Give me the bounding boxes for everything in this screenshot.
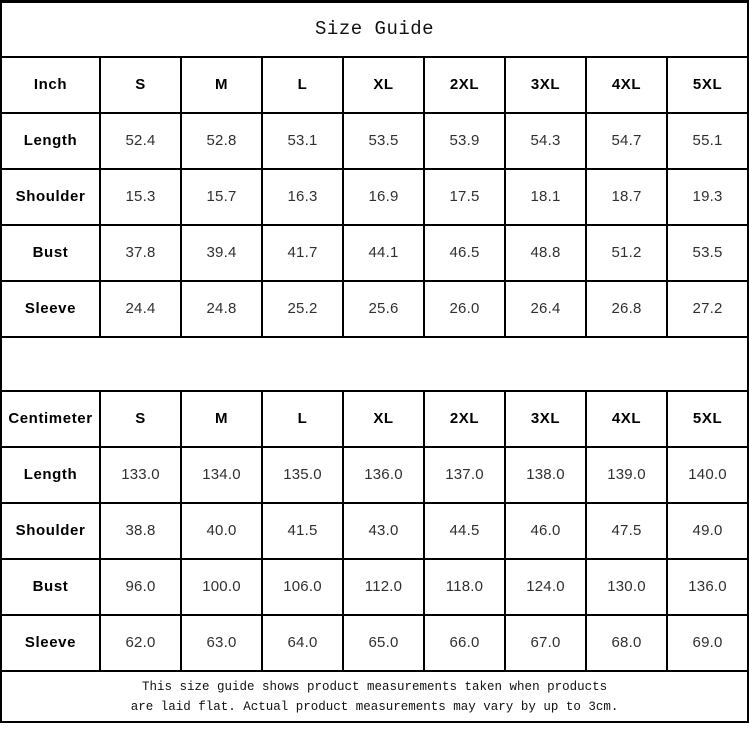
measurement-cell: 40.0 (181, 503, 262, 559)
measurement-cell: 133.0 (100, 447, 181, 503)
size-column-header: 3XL (505, 391, 586, 447)
measurement-cell: 53.5 (667, 225, 748, 281)
measurement-cell: 26.8 (586, 281, 667, 337)
measurement-cell: 138.0 (505, 447, 586, 503)
measurement-cell: 62.0 (100, 615, 181, 671)
measurement-cell: 19.3 (667, 169, 748, 225)
measurement-cell: 55.1 (667, 113, 748, 169)
measurement-cell: 16.3 (262, 169, 343, 225)
footer-line-2: are laid flat. Actual product measurements may vary by up to 3cm. (130, 700, 619, 714)
measurement-cell: 17.5 (424, 169, 505, 225)
measurement-cell: 137.0 (424, 447, 505, 503)
measurement-cell: 41.7 (262, 225, 343, 281)
measurement-cell: 100.0 (181, 559, 262, 615)
measurement-cell: 24.4 (100, 281, 181, 337)
measurement-cell: 26.0 (424, 281, 505, 337)
table-row (1, 225, 748, 281)
measurement-cell: 53.1 (262, 113, 343, 169)
size-column-header: 3XL (505, 57, 586, 113)
measurement-cell: 47.5 (586, 503, 667, 559)
measurement-cell: 66.0 (424, 615, 505, 671)
measurement-cell: 44.5 (424, 503, 505, 559)
measurement-cell: 44.1 (343, 225, 424, 281)
row-label: Length (1, 113, 100, 169)
measurement-cell: 18.7 (586, 169, 667, 225)
measurement-cell: 27.2 (667, 281, 748, 337)
row-label: Sleeve (1, 615, 100, 671)
size-column-header: S (100, 391, 181, 447)
measurement-cell: 18.1 (505, 169, 586, 225)
table-row (1, 113, 748, 169)
measurement-cell: 134.0 (181, 447, 262, 503)
size-column-header: XL (343, 391, 424, 447)
measurement-cell: 63.0 (181, 615, 262, 671)
measurement-cell: 140.0 (667, 447, 748, 503)
table-row (1, 615, 748, 671)
measurement-cell: 136.0 (343, 447, 424, 503)
row-label: Shoulder (1, 503, 100, 559)
measurement-cell: 136.0 (667, 559, 748, 615)
footer-note (1, 671, 748, 722)
measurement-cell: 15.3 (100, 169, 181, 225)
measurement-cell: 26.4 (505, 281, 586, 337)
spacer-row (1, 337, 748, 391)
measurement-cell: 39.4 (181, 225, 262, 281)
measurement-cell: 96.0 (100, 559, 181, 615)
size-column-header: M (181, 391, 262, 447)
measurement-cell: 139.0 (586, 447, 667, 503)
table-row (1, 169, 748, 225)
table-spacer (1, 337, 748, 391)
measurement-cell: 51.2 (586, 225, 667, 281)
size-column-header: L (262, 57, 343, 113)
unit-header-centimeter: Centimeter (1, 391, 100, 447)
measurement-cell: 24.8 (181, 281, 262, 337)
measurement-cell: 52.8 (181, 113, 262, 169)
measurement-cell: 54.7 (586, 113, 667, 169)
measurement-cell: 48.8 (505, 225, 586, 281)
measurement-cell: 25.6 (343, 281, 424, 337)
size-column-header: 4XL (586, 57, 667, 113)
table-row (1, 447, 748, 503)
row-label: Length (1, 447, 100, 503)
size-column-header: M (181, 57, 262, 113)
measurement-cell: 46.0 (505, 503, 586, 559)
measurement-cell: 53.5 (343, 113, 424, 169)
measurement-cell: 112.0 (343, 559, 424, 615)
measurement-cell: 65.0 (343, 615, 424, 671)
title-row (1, 2, 748, 57)
size-column-header: 4XL (586, 391, 667, 447)
row-label: Bust (1, 225, 100, 281)
measurement-cell: 25.2 (262, 281, 343, 337)
size-column-header: 2XL (424, 57, 505, 113)
row-label: Bust (1, 559, 100, 615)
measurement-cell: 54.3 (505, 113, 586, 169)
measurement-cell: 135.0 (262, 447, 343, 503)
size-column-header: S (100, 57, 181, 113)
measurement-cell: 37.8 (100, 225, 181, 281)
row-label: Sleeve (1, 281, 100, 337)
measurement-cell: 16.9 (343, 169, 424, 225)
measurement-cell: 38.8 (100, 503, 181, 559)
measurement-cell: 68.0 (586, 615, 667, 671)
table-row (1, 559, 748, 615)
measurement-cell: 64.0 (262, 615, 343, 671)
measurement-cell: 124.0 (505, 559, 586, 615)
footer-line-1: This size guide shows product measurements taken when products (142, 680, 608, 694)
measurement-cell: 130.0 (586, 559, 667, 615)
centimeter-header-row (1, 391, 748, 447)
size-column-header: 5XL (667, 391, 748, 447)
size-column-header: XL (343, 57, 424, 113)
page-title: Size Guide (1, 2, 748, 57)
measurement-cell: 118.0 (424, 559, 505, 615)
measurement-cell: 43.0 (343, 503, 424, 559)
measurement-cell: 15.7 (181, 169, 262, 225)
inch-header-row (1, 57, 748, 113)
measurement-cell: 52.4 (100, 113, 181, 169)
measurement-cell: 41.5 (262, 503, 343, 559)
measurement-cell: 69.0 (667, 615, 748, 671)
row-label: Shoulder (1, 169, 100, 225)
measurement-cell: 106.0 (262, 559, 343, 615)
table-row (1, 503, 748, 559)
measurement-cell: 49.0 (667, 503, 748, 559)
measurement-cell: 53.9 (424, 113, 505, 169)
measurement-cell: 46.5 (424, 225, 505, 281)
unit-header-inch: Inch (1, 57, 100, 113)
size-column-header: 2XL (424, 391, 505, 447)
table-row (1, 281, 748, 337)
size-column-header: 5XL (667, 57, 748, 113)
footer-row (1, 671, 748, 722)
size-column-header: L (262, 391, 343, 447)
measurement-cell: 67.0 (505, 615, 586, 671)
